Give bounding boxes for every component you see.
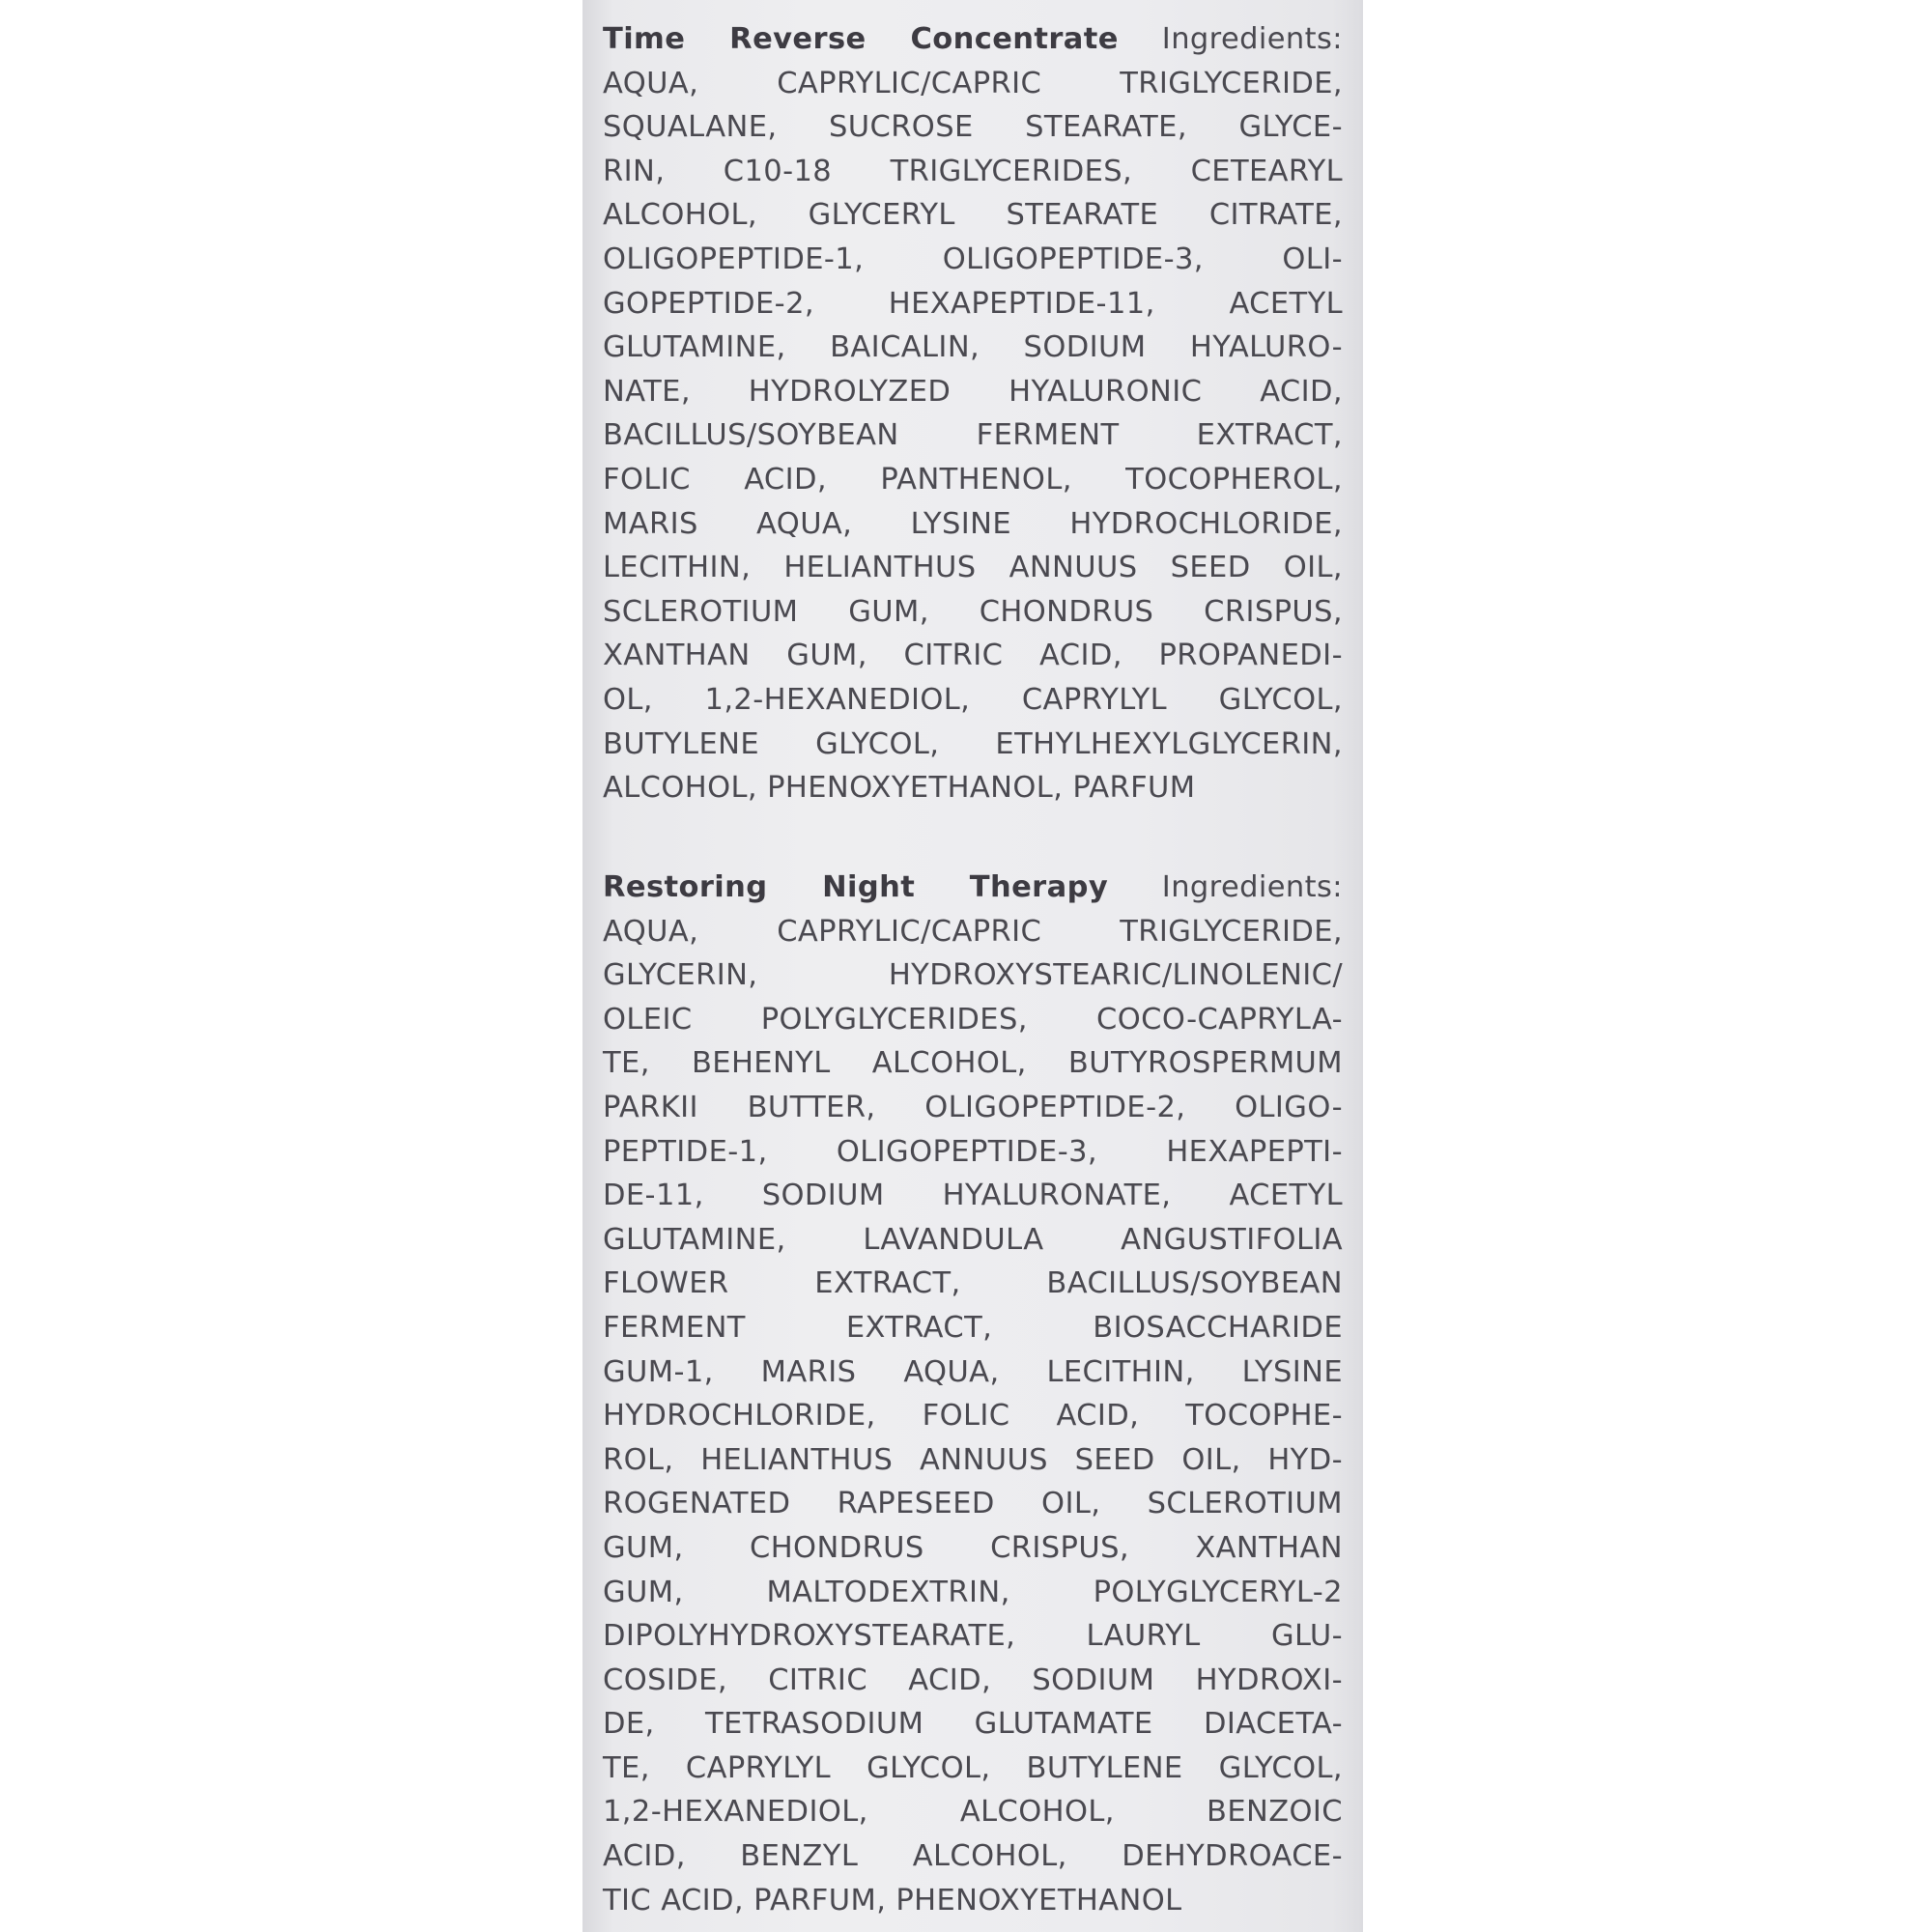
ingredient-line: FLOWER EXTRACT, BACILLUS/SOYBEAN bbox=[603, 1266, 1343, 1301]
ingredient-line: BUTYLENE GLYCOL, ETHYLHEXYLGLYCERIN, bbox=[603, 726, 1343, 761]
ingredient-line: ALCOHOL, GLYCERYL STEARATE CITRATE, bbox=[603, 198, 1343, 233]
ingredient-line: GUM, CHONDRUS CRISPUS, XANTHAN bbox=[603, 1530, 1343, 1565]
ingredient-line: MARIS AQUA, LYSINE HYDROCHLORIDE, bbox=[603, 506, 1343, 541]
ingredient-line: AQUA, CAPRYLIC/CAPRIC TRIGLYCERIDE, bbox=[603, 66, 1343, 100]
ingredient-line: COSIDE, CITRIC ACID, SODIUM HYDROXI- bbox=[603, 1662, 1343, 1697]
product-name: Restoring Night Therapy bbox=[603, 870, 1109, 904]
ingredient-line: ROL, HELIANTHUS ANNUUS SEED OIL, HYD- bbox=[603, 1442, 1343, 1477]
ingredient-line: SCLEROTIUM GUM, CHONDRUS CRISPUS, bbox=[603, 594, 1343, 629]
ingredient-line: 1,2-HEXANEDIOL, ALCOHOL, BENZOIC bbox=[603, 1795, 1343, 1830]
ingredient-line: TE, BEHENYL ALCOHOL, BUTYROSPERMUM bbox=[603, 1046, 1343, 1081]
ingredient-line: OL, 1,2-HEXANEDIOL, CAPRYLYL GLYCOL, bbox=[603, 682, 1343, 717]
ingredient-line: SQUALANE, SUCROSE STEARATE, GLYCE- bbox=[603, 110, 1343, 145]
ingredient-line: DIPOLYHYDROXYSTEARATE, LAURYL GLU- bbox=[603, 1619, 1343, 1654]
ingredients-label: Ingredients: bbox=[1161, 870, 1343, 904]
ingredient-label-panel bbox=[582, 0, 1363, 1932]
ingredient-line: BACILLUS/SOYBEAN FERMENT EXTRACT, bbox=[603, 418, 1343, 453]
ingredients-heading-line bbox=[603, 17, 1343, 62]
ingredient-line: HYDROCHLORIDE, FOLIC ACID, TOCOPHE- bbox=[603, 1399, 1343, 1434]
ingredient-line: GOPEPTIDE-2, HEXAPEPTIDE-11, ACETYL bbox=[603, 286, 1343, 321]
ingredient-line: ACID, BENZYL ALCOHOL, DEHYDROACE- bbox=[603, 1839, 1343, 1874]
ingredient-line: OLIGOPEPTIDE-1, OLIGOPEPTIDE-3, OLI- bbox=[603, 242, 1343, 276]
time-reverse-concentrate-ingredients bbox=[603, 17, 1343, 810]
ingredient-line: GUM-1, MARIS AQUA, LECITHIN, LYSINE bbox=[603, 1354, 1343, 1389]
ingredient-line: TIC ACID, PARFUM, PHENOXYETHANOL bbox=[603, 1883, 1182, 1918]
ingredient-line: PEPTIDE-1, OLIGOPEPTIDE-3, HEXAPEPTI- bbox=[603, 1134, 1343, 1169]
ingredient-line: FOLIC ACID, PANTHENOL, TOCOPHEROL, bbox=[603, 462, 1343, 497]
ingredient-line: GUM, MALTODEXTRIN, POLYGLYCERYL-2 bbox=[603, 1575, 1343, 1609]
ingredient-line: AQUA, CAPRYLIC/CAPRIC TRIGLYCERIDE, bbox=[603, 914, 1343, 949]
ingredient-line: TE, CAPRYLYL GLYCOL, BUTYLENE GLYCOL, bbox=[603, 1750, 1343, 1785]
product-name: Time Reverse Concentrate bbox=[603, 22, 1119, 56]
ingredients-label: Ingredients: bbox=[1161, 22, 1343, 56]
ingredient-line: GLYCERIN, HYDROXYSTEARIC/LINOLENIC/ bbox=[603, 958, 1343, 993]
ingredient-line: LECITHIN, HELIANTHUS ANNUUS SEED OIL, bbox=[603, 551, 1343, 585]
ingredient-line: RIN, C10-18 TRIGLYCERIDES, CETEARYL bbox=[603, 154, 1343, 188]
ingredient-line: ALCOHOL, PHENOXYETHANOL, PARFUM bbox=[603, 771, 1196, 806]
ingredient-line: ROGENATED RAPESEED OIL, SCLEROTIUM bbox=[603, 1487, 1343, 1521]
ingredient-line: GLUTAMINE, LAVANDULA ANGUSTIFOLIA bbox=[603, 1222, 1343, 1257]
ingredient-line: GLUTAMINE, BAICALIN, SODIUM HYALURO- bbox=[603, 330, 1343, 365]
ingredient-line: OLEIC POLYGLYCERIDES, COCO-CAPRYLA- bbox=[603, 1002, 1343, 1037]
ingredient-line: PARKII BUTTER, OLIGOPEPTIDE-2, OLIGO- bbox=[603, 1090, 1343, 1124]
ingredient-line: XANTHAN GUM, CITRIC ACID, PROPANEDI- bbox=[603, 639, 1343, 673]
ingredient-line: DE, TETRASODIUM GLUTAMATE DIACETA- bbox=[603, 1707, 1343, 1742]
ingredient-line: NATE, HYDROLYZED HYALURONIC ACID, bbox=[603, 374, 1343, 409]
restoring-night-therapy-ingredients bbox=[603, 866, 1343, 1922]
ingredients-heading-line bbox=[603, 866, 1343, 910]
ingredient-line: FERMENT EXTRACT, BIOSACCHARIDE bbox=[603, 1310, 1343, 1345]
ingredient-line: DE-11, SODIUM HYALURONATE, ACETYL bbox=[603, 1179, 1343, 1213]
